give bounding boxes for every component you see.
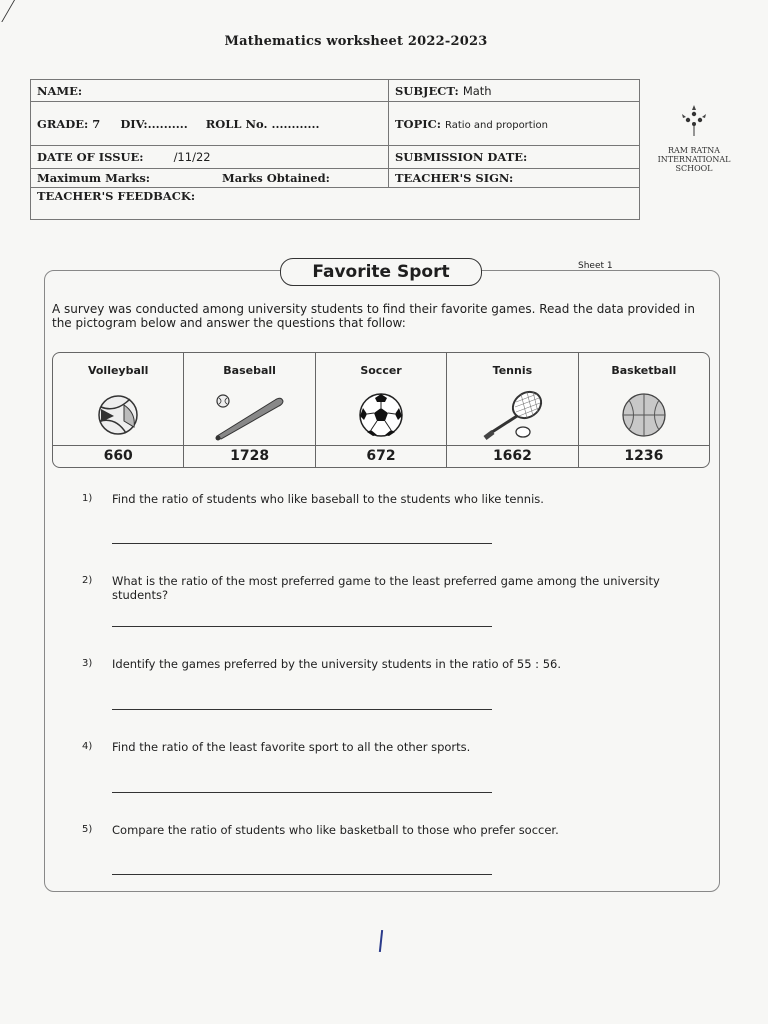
teacher-sign-cell bbox=[389, 169, 640, 188]
question-4 bbox=[82, 740, 702, 754]
teacher-sign-label: TEACHER'S SIGN: bbox=[395, 171, 514, 185]
sport-name: Tennis bbox=[492, 364, 533, 377]
question-3 bbox=[82, 657, 702, 671]
sheet-number: Sheet 1 bbox=[578, 261, 613, 271]
pictogram-column-tennis bbox=[447, 353, 578, 467]
pictogram-column-soccer bbox=[316, 353, 447, 467]
question-number: 1) bbox=[82, 493, 93, 504]
answer-line-3[interactable] bbox=[112, 709, 492, 710]
marks-cell bbox=[31, 169, 389, 188]
question-2 bbox=[82, 574, 702, 602]
subject-cell bbox=[389, 80, 640, 102]
sport-count: 672 bbox=[316, 445, 446, 467]
sport-name: Volleyball bbox=[87, 364, 149, 377]
question-number: 5) bbox=[82, 824, 93, 835]
grade-label: GRADE: 7 bbox=[37, 116, 101, 131]
school-name-line2: INTERNATIONAL bbox=[657, 155, 731, 164]
subject-label: SUBJECT: bbox=[395, 83, 459, 98]
basketball-icon bbox=[612, 390, 676, 440]
sheet-title: Favorite Sport bbox=[280, 258, 482, 286]
corner-mark bbox=[0, 0, 15, 22]
topic-label: TOPIC: bbox=[395, 116, 441, 131]
max-marks-label: Maximum Marks: bbox=[37, 171, 151, 185]
sport-count: 1662 bbox=[447, 445, 577, 467]
baseball-bat-icon bbox=[205, 388, 295, 442]
pen-mark bbox=[379, 930, 383, 952]
question-1 bbox=[82, 492, 702, 506]
answer-line-5[interactable] bbox=[112, 874, 492, 875]
date-cell bbox=[31, 146, 389, 169]
answer-line-2[interactable] bbox=[112, 626, 492, 627]
sport-count: 660 bbox=[53, 445, 183, 467]
topic-cell bbox=[389, 102, 640, 146]
tennis-racket-icon bbox=[467, 388, 557, 442]
marks-obtained-label: Marks Obtained: bbox=[222, 171, 330, 185]
question-5 bbox=[82, 823, 702, 837]
intro-text: A survey was conducted among university students to find their favorite games. Read the data provided in the pictogram below and answer the questions that follow: bbox=[52, 302, 695, 330]
sport-name: Soccer bbox=[360, 364, 402, 377]
school-emblem-icon bbox=[674, 100, 714, 140]
question-text: Find the ratio of the least favorite sport to all the other sports. bbox=[112, 740, 471, 754]
grade-cell bbox=[31, 102, 389, 146]
subject-value: Math bbox=[462, 83, 492, 98]
soccer-ball-icon bbox=[349, 390, 413, 440]
question-text: Identify the games preferred by the university students in the ratio of 55 : 56. bbox=[112, 657, 561, 671]
school-logo bbox=[654, 100, 734, 173]
school-name-line3: SCHOOL bbox=[675, 164, 713, 173]
date-label: DATE OF ISSUE: bbox=[37, 150, 144, 164]
school-name-line1: RAM RATNA bbox=[667, 146, 720, 155]
submission-cell bbox=[389, 146, 640, 169]
question-number: 2) bbox=[82, 575, 93, 586]
question-number: 3) bbox=[82, 658, 93, 669]
date-value: /11/22 bbox=[173, 150, 211, 164]
div-label: DIV:.......... bbox=[120, 116, 188, 131]
question-text: Compare the ratio of students who like basketball to those who prefer soccer. bbox=[112, 823, 559, 837]
sport-name: Baseball bbox=[223, 364, 276, 377]
sport-count: 1236 bbox=[579, 445, 709, 467]
pictogram-column-volleyball bbox=[53, 353, 184, 467]
question-text: What is the ratio of the most preferred game to the least preferred game among the university students? bbox=[112, 574, 660, 602]
submission-label: SUBMISSION DATE: bbox=[395, 150, 528, 164]
topic-value: Ratio and proportion bbox=[445, 119, 548, 131]
worksheet-title: Mathematics worksheet 2022-2023 bbox=[224, 34, 488, 49]
volleyball-icon bbox=[86, 391, 150, 439]
sport-name: Basketball bbox=[611, 364, 677, 377]
feedback-cell bbox=[31, 188, 640, 220]
header-table bbox=[30, 79, 640, 220]
roll-label: ROLL No. ............ bbox=[205, 116, 320, 131]
question-number: 4) bbox=[82, 741, 93, 752]
name-label: NAME: bbox=[37, 83, 83, 98]
question-text: Find the ratio of students who like baseball to the students who like tennis. bbox=[112, 492, 544, 506]
name-cell bbox=[31, 80, 389, 102]
sport-count: 1728 bbox=[184, 445, 314, 467]
pictogram-column-baseball bbox=[184, 353, 315, 467]
pictogram-column-basketball bbox=[579, 353, 709, 467]
answer-line-4[interactable] bbox=[112, 792, 492, 793]
answer-line-1[interactable] bbox=[112, 543, 492, 544]
feedback-label: TEACHER'S FEEDBACK: bbox=[37, 189, 196, 203]
pictogram-table bbox=[52, 352, 710, 468]
